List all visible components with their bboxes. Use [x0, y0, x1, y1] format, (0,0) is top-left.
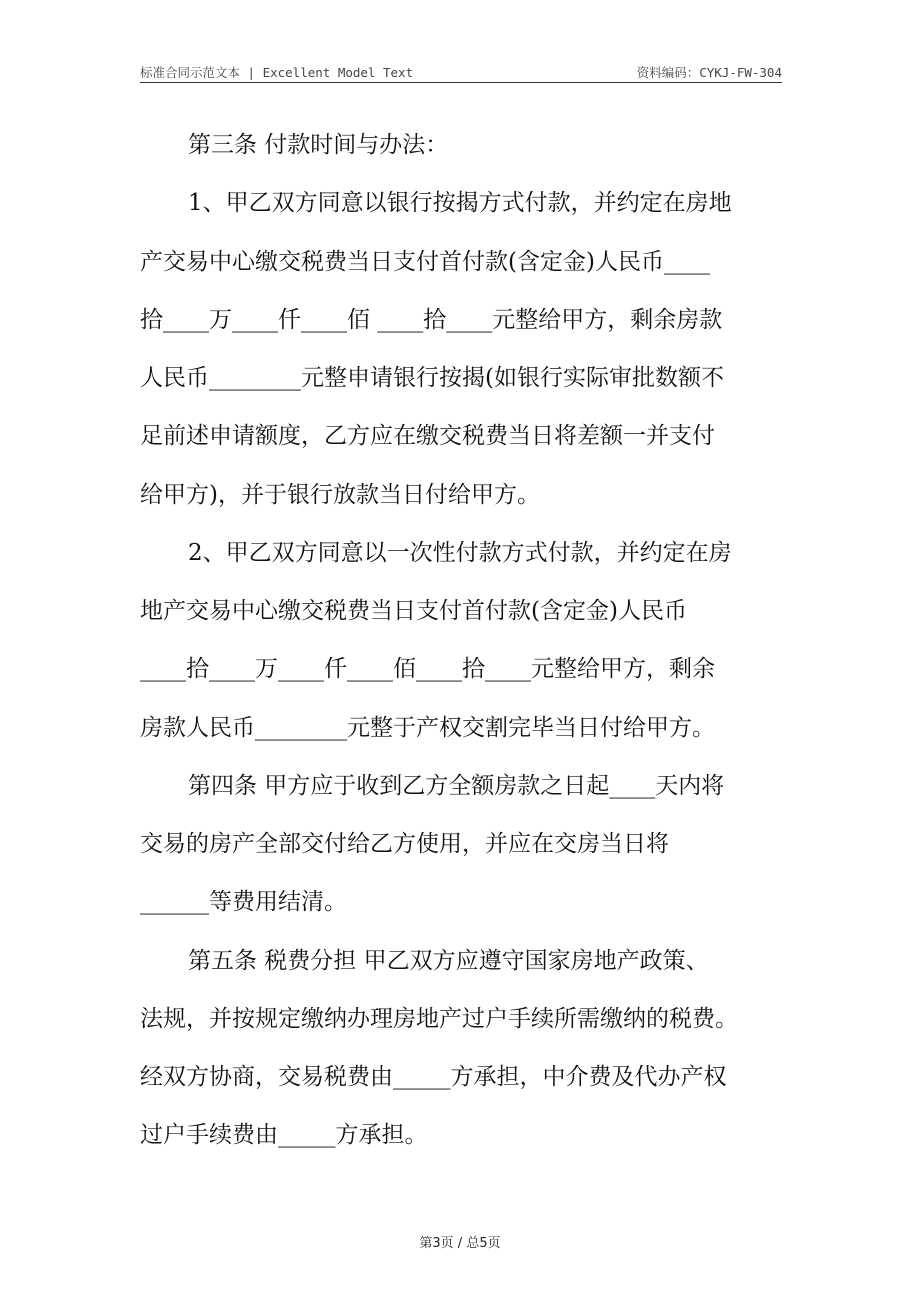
- paragraph-line: ______等费用结清。: [140, 889, 347, 916]
- paragraph-line: 足前述申请额度，乙方应在缴交税费当日将差额一并支付: [140, 423, 715, 450]
- header-title: 标准合同示范文本 | Excellent Model Text: [140, 65, 414, 80]
- paragraph-line: 2、甲乙双方同意以一次性付款方式付款，并约定在房: [188, 539, 732, 566]
- paragraph-line: 地产交易中心缴交税费当日支付首付款(含定金)人民币: [140, 598, 687, 624]
- paragraph-line: 法规，并按规定缴纳办理房地产过户手续所需缴纳的税费。: [140, 1005, 738, 1032]
- paragraph-line: ____拾____万____仟____佰____拾____元整给甲方，剩余: [140, 656, 715, 683]
- paragraph-line: 产交易中心缴交税费当日支付首付款(含定金)人民币____: [140, 248, 710, 275]
- document-code: 资料编码：CYKJ-FW-304: [636, 65, 782, 80]
- paragraph-line: 拾____万____仟____佰 ____拾____元整给甲方，剩余房款: [140, 306, 723, 333]
- paragraph-line: 1、甲乙双方同意以银行按揭方式付款，并约定在房地: [188, 190, 732, 217]
- paragraph-line: 人民币________元整申请银行按揭(如银行实际审批数额不: [140, 365, 724, 391]
- paragraph-line: 经双方协商，交易税费由_____方承担，中介费及代办产权: [140, 1064, 727, 1090]
- article-4-line: 第四条 甲方应于收到乙方全额房款之日起____天内将: [188, 772, 725, 799]
- page-header: [140, 62, 782, 83]
- page-number: 第3页 / 总5页: [419, 1236, 501, 1251]
- paragraph-line: 给甲方)，并于银行放款当日付给甲方。: [140, 481, 540, 508]
- paragraph-line: 交易的房产全部交付给乙方使用，并应在交房当日将: [140, 831, 669, 857]
- article-5-line: 第五条 税费分担 甲乙双方应遵守国家房地产政策、: [188, 947, 709, 974]
- document-body: [140, 116, 782, 1165]
- article-3-heading: 第三条 付款时间与办法：: [188, 132, 449, 158]
- paragraph-line: 房款人民币________元整于产权交割完毕当日付给甲方。: [140, 714, 715, 741]
- paragraph-line: 过户手续费由_____方承担。: [140, 1122, 428, 1149]
